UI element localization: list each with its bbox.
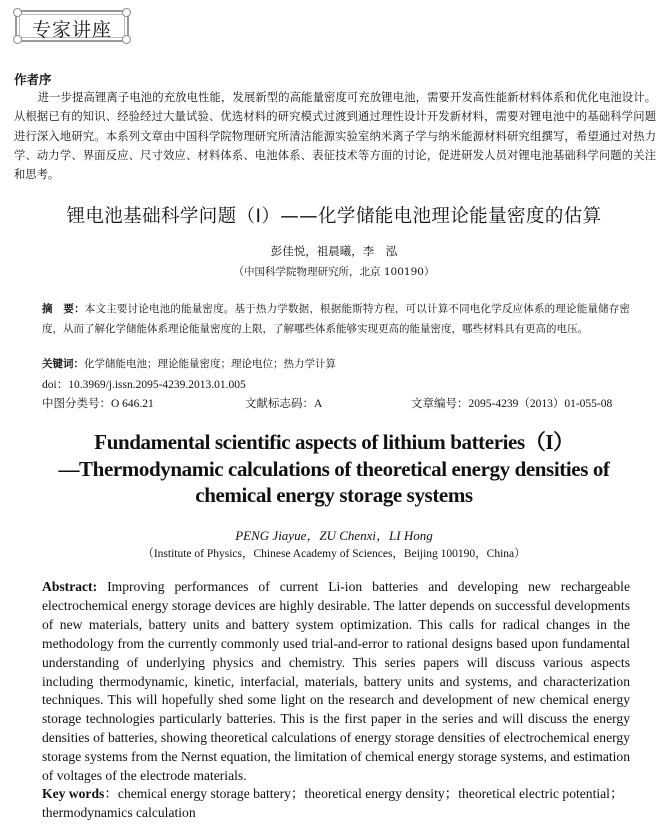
english-abstract-label: Abstract: <box>42 579 98 594</box>
article-number <box>411 395 612 411</box>
chinese-authors: 彭佳悦，祖晨曦，李 泓 <box>270 244 398 258</box>
clc-label: 中图分类号： <box>42 396 111 410</box>
clc-number <box>42 395 154 411</box>
chinese-affiliation: （中国科学院物理研究所，北京 100190） <box>233 266 435 278</box>
english-title-line: chemical energy storage systems <box>195 483 473 507</box>
preface-text: 进一步提高锂离子电池的充放电性能，发展新型的高能量密度可充放锂电池，需要开发高性能新材料体系和优化电池设计。从根据已有的知识、经验经过大量试验、优选材料的研究模式过渡到通过理性设计开发新材料，需要对锂电池中的基础科学问题进行深入地研究。本系列文章由中国科学院物理研究所清洁能源实验室纳米离子学与纳米能源材料研究组撰写，希望通过对热力学、动力学、界面反应、尺寸效应、材料体系、电池体系、表征技术等方面的讨论，促进研发人员对锂电池基础科学问题的关注和思考。 <box>14 91 656 182</box>
clc-value: O 646.21 <box>111 398 154 410</box>
english-affiliation: （Institute of Physics，Chinese Academy of Sciences，Beijing 100190，China） <box>142 548 526 560</box>
chinese-abstract-label: 摘 要： <box>42 303 85 315</box>
preface-heading: 作者序 <box>14 72 52 87</box>
document-code <box>245 395 322 411</box>
english-keywords <box>42 785 632 822</box>
section-banner <box>15 10 129 42</box>
english-abstract-text: Improving performances of current Li-ion batteries and developing new rechargeable electrochemical energy storage devices are highly desirable. The latter depends on successful developments of new materials, battery units and battery system optimization. This calls for radical changes in the methodology from the currently commonly used trial-and-error to rational designs based upon fundamental understanding of underlying physics and chemistry. This series papers will discuss various aspects including thermodynamic, kinetic, interfacial, materials, battery units and systems, and characterization techniques. This will hopefully shed some light on the research and development of new chemical energy storage technologies particularly batteries. This is the first paper in the series and will discuss the energy densities of batteries, showing theoretical calculations of energy storage densities of electrochemical energy storage systems from the Nernst equation, the limitation of chemical energy storage systems, and estimation of voltages of the electrode materials. <box>42 579 630 784</box>
english-keywords-text: ：chemical energy storage battery；theoretical energy density；theoretical electric potential；thermodynamics calculation <box>42 786 624 820</box>
chinese-title: 锂电池基础科学问题（I）——化学储能电池理论能量密度的估算 <box>66 206 602 227</box>
english-title <box>0 429 668 509</box>
chinese-abstract-text: 本文主要讨论电池的能量密度。基于热力学数据，根据能斯特方程，可以计算不同电化学反应体系的理论能量储存密度，从而了解化学储能体系理论能量密度的上限，了解哪些体系能够实现更高的能量密度，哪些材料具有更高的电压。 <box>42 303 631 335</box>
chinese-keywords-label: 关键词： <box>42 358 84 370</box>
english-authors: PENG Jiayue，ZU Chenxi，LI Hong <box>235 528 433 543</box>
english-keywords-label: Key words <box>42 786 105 801</box>
article-number-value: 2095-4239（2013）01-055-08 <box>468 398 613 410</box>
document-code-label: 文献标志码： <box>245 396 314 410</box>
banner-label: 专家讲座 <box>31 19 112 41</box>
doi[interactable]: doi：10.3969/j.issn.2095-4239.2013.01.005 <box>42 379 246 391</box>
chinese-keywords-text: 化学储能电池；理论能量密度；理论电位；热力学计算 <box>84 358 336 370</box>
english-abstract <box>42 578 630 786</box>
chinese-keywords <box>42 356 336 371</box>
english-title-line: —Thermodynamic calculations of theoretical energy densities of <box>58 456 610 481</box>
document-code-value: A <box>314 398 323 410</box>
chinese-abstract <box>42 300 630 339</box>
article-number-label: 文章编号： <box>411 396 469 410</box>
english-title-line: Fundamental scientific aspects of lithium batteries（I） <box>94 430 574 454</box>
